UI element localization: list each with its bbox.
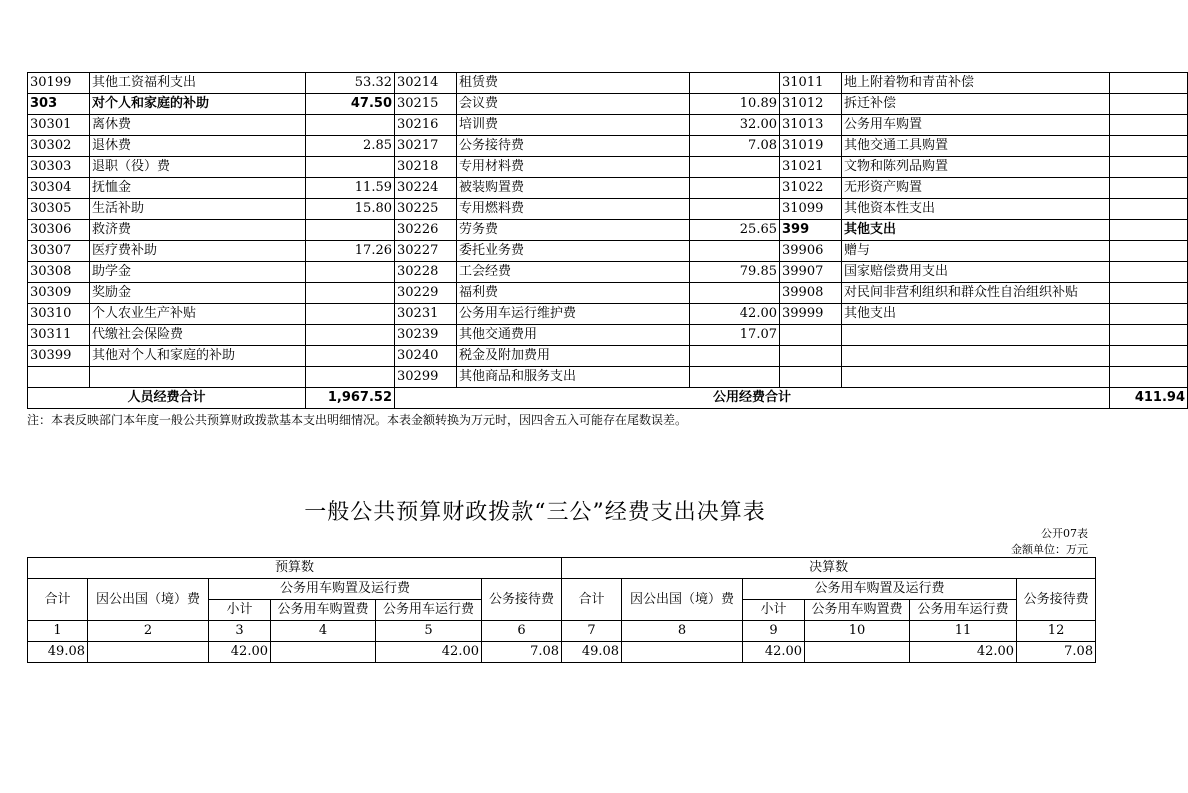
final-total-value: 49.08	[562, 642, 622, 663]
detail-cell-code-c	[780, 325, 842, 346]
detail-cell-amount-c	[1110, 241, 1188, 262]
detail-cell-item-b: 公务用车运行维护费	[457, 304, 690, 325]
detail-cell-item-b: 专用燃料费	[457, 199, 690, 220]
detail-cell-item-a: 其他对个人和家庭的补助	[90, 346, 306, 367]
final-total-header: 合计	[562, 579, 622, 621]
detail-row	[28, 115, 1188, 136]
detail-cell-item-b: 税金及附加费用	[457, 346, 690, 367]
detail-cell-amount-a: 17.26	[306, 241, 395, 262]
detail-cell-code-a: 30301	[28, 115, 90, 136]
detail-cell-code-c	[780, 367, 842, 388]
detail-cell-amount-a	[306, 346, 395, 367]
detail-cell-item-b: 被装购置费	[457, 178, 690, 199]
detail-cell-amount-a	[306, 262, 395, 283]
detail-cell-amount-a: 15.80	[306, 199, 395, 220]
detail-cell-code-b: 30224	[395, 178, 457, 199]
group-header-row	[28, 558, 1096, 579]
detail-row	[28, 73, 1188, 94]
detail-cell-code-c: 39906	[780, 241, 842, 262]
final-operation-header: 公务用车运行费	[910, 600, 1017, 621]
detail-cell-amount-c	[1110, 136, 1188, 157]
final-reception-value: 7.08	[1017, 642, 1096, 663]
detail-cell-code-b: 30225	[395, 199, 457, 220]
detail-cell-code-a: 30308	[28, 262, 90, 283]
basic-expense-detail-table	[27, 72, 1188, 409]
detail-cell-item-c: 其他支出	[842, 220, 1110, 241]
detail-cell-item-a: 抚恤金	[90, 178, 306, 199]
detail-row	[28, 199, 1188, 220]
detail-row	[28, 325, 1188, 346]
detail-cell-code-a: 30199	[28, 73, 90, 94]
detail-cell-code-a: 30305	[28, 199, 90, 220]
final-operation-value: 42.00	[910, 642, 1017, 663]
detail-cell-item-b: 公务接待费	[457, 136, 690, 157]
detail-cell-item-b: 工会经费	[457, 262, 690, 283]
detail-cell-amount-a: 47.50	[306, 94, 395, 115]
col-number: 7	[562, 621, 622, 642]
detail-cell-amount-b: 7.08	[690, 136, 780, 157]
detail-cell-amount-b	[690, 73, 780, 94]
detail-cell-item-c	[842, 325, 1110, 346]
detail-cell-amount-a	[306, 325, 395, 346]
detail-cell-amount-b: 17.07	[690, 325, 780, 346]
detail-cell-amount-a	[306, 283, 395, 304]
budget-operation-value: 42.00	[376, 642, 482, 663]
detail-row	[28, 262, 1188, 283]
detail-cell-item-c	[842, 367, 1110, 388]
detail-cell-code-a: 30310	[28, 304, 90, 325]
totals-row	[28, 388, 1188, 409]
detail-cell-item-b: 劳务费	[457, 220, 690, 241]
detail-cell-code-b: 30214	[395, 73, 457, 94]
detail-cell-code-a: 30399	[28, 346, 90, 367]
detail-cell-item-b: 培训费	[457, 115, 690, 136]
detail-cell-item-c: 地上附着物和青苗补偿	[842, 73, 1110, 94]
budget-abroad-value	[88, 642, 209, 663]
detail-row	[28, 178, 1188, 199]
header-row-1	[28, 579, 1096, 600]
detail-cell-code-a: 30306	[28, 220, 90, 241]
detail-cell-code-c	[780, 346, 842, 367]
detail-cell-code-b: 30299	[395, 367, 457, 388]
col-number: 2	[88, 621, 209, 642]
col-number: 3	[209, 621, 271, 642]
final-subtotal-value: 42.00	[743, 642, 805, 663]
final-purchase-header: 公务用车购置费	[805, 600, 910, 621]
detail-cell-code-a: 303	[28, 94, 90, 115]
final-abroad-header: 因公出国（境）费	[622, 579, 743, 621]
detail-cell-amount-b: 79.85	[690, 262, 780, 283]
detail-cell-item-c	[842, 346, 1110, 367]
public-total-label: 公用经费合计	[395, 388, 1110, 409]
detail-cell-code-b: 30231	[395, 304, 457, 325]
detail-cell-amount-c	[1110, 73, 1188, 94]
detail-row	[28, 136, 1188, 157]
detail-cell-code-c: 31022	[780, 178, 842, 199]
detail-cell-amount-c	[1110, 304, 1188, 325]
detail-cell-code-c: 31013	[780, 115, 842, 136]
detail-cell-amount-a	[306, 304, 395, 325]
detail-cell-item-a: 退职（役）费	[90, 157, 306, 178]
detail-cell-item-a: 对个人和家庭的补助	[90, 94, 306, 115]
detail-cell-amount-a	[306, 115, 395, 136]
detail-cell-item-a: 医疗费补助	[90, 241, 306, 262]
detail-cell-item-c: 文物和陈列品购置	[842, 157, 1110, 178]
detail-row	[28, 367, 1188, 388]
budget-subtotal-header: 小计	[209, 600, 271, 621]
detail-cell-item-c: 无形资产购置	[842, 178, 1110, 199]
detail-cell-code-a: 30307	[28, 241, 90, 262]
detail-cell-amount-c	[1110, 346, 1188, 367]
final-reception-header: 公务接待费	[1017, 579, 1096, 621]
detail-cell-item-b: 其他交通费用	[457, 325, 690, 346]
budget-total-header: 合计	[28, 579, 88, 621]
detail-cell-item-b: 会议费	[457, 94, 690, 115]
detail-cell-item-a: 代缴社会保险费	[90, 325, 306, 346]
detail-cell-item-a	[90, 367, 306, 388]
column-number-row	[28, 621, 1096, 642]
detail-cell-amount-c	[1110, 178, 1188, 199]
detail-row	[28, 283, 1188, 304]
budget-abroad-header: 因公出国（境）费	[88, 579, 209, 621]
page-title: 一般公共预算财政拨款“三公”经费支出决算表	[304, 500, 766, 525]
detail-cell-code-c: 31011	[780, 73, 842, 94]
col-number: 1	[28, 621, 88, 642]
detail-cell-code-a: 30304	[28, 178, 90, 199]
detail-cell-amount-c	[1110, 325, 1188, 346]
detail-cell-code-c: 39908	[780, 283, 842, 304]
detail-cell-code-c: 31099	[780, 199, 842, 220]
detail-cell-item-a: 生活补助	[90, 199, 306, 220]
detail-cell-amount-c	[1110, 220, 1188, 241]
detail-cell-code-b: 30240	[395, 346, 457, 367]
personnel-total-label: 人员经费合计	[28, 388, 306, 409]
final-subtotal-header: 小计	[743, 600, 805, 621]
detail-cell-item-a: 个人农业生产补贴	[90, 304, 306, 325]
detail-cell-item-a: 救济费	[90, 220, 306, 241]
detail-cell-code-b: 30226	[395, 220, 457, 241]
detail-cell-amount-c	[1110, 157, 1188, 178]
col-number: 8	[622, 621, 743, 642]
detail-cell-amount-a	[306, 220, 395, 241]
detail-cell-amount-b	[690, 241, 780, 262]
unit-label: 金额单位：万元	[1011, 543, 1088, 556]
detail-cell-code-b: 30215	[395, 94, 457, 115]
col-number: 4	[271, 621, 376, 642]
detail-cell-code-c: 399	[780, 220, 842, 241]
detail-cell-amount-b: 32.00	[690, 115, 780, 136]
budget-purchase-header: 公务用车购置费	[271, 600, 376, 621]
detail-row	[28, 220, 1188, 241]
detail-cell-code-c: 31012	[780, 94, 842, 115]
detail-cell-code-b: 30239	[395, 325, 457, 346]
detail-cell-amount-b	[690, 199, 780, 220]
public-total-value: 411.94	[1110, 388, 1188, 409]
detail-cell-amount-a: 2.85	[306, 136, 395, 157]
detail-cell-amount-a	[306, 367, 395, 388]
detail-cell-amount-b	[690, 283, 780, 304]
detail-cell-amount-b	[690, 178, 780, 199]
detail-cell-amount-b: 42.00	[690, 304, 780, 325]
detail-row	[28, 346, 1188, 367]
final-purchase-value	[805, 642, 910, 663]
personnel-total-value: 1,967.52	[306, 388, 395, 409]
detail-row	[28, 241, 1188, 262]
col-number: 10	[805, 621, 910, 642]
col-number: 11	[910, 621, 1017, 642]
detail-cell-amount-b	[690, 346, 780, 367]
detail-cell-code-a: 30303	[28, 157, 90, 178]
detail-cell-item-a: 其他工资福利支出	[90, 73, 306, 94]
detail-cell-amount-b: 25.65	[690, 220, 780, 241]
detail-cell-code-c: 31021	[780, 157, 842, 178]
detail-cell-code-b: 30217	[395, 136, 457, 157]
col-number: 9	[743, 621, 805, 642]
detail-cell-item-c: 国家赔偿费用支出	[842, 262, 1110, 283]
budget-purchase-value	[271, 642, 376, 663]
detail-cell-amount-c	[1110, 367, 1188, 388]
detail-cell-code-b: 30227	[395, 241, 457, 262]
detail-cell-item-c: 对民间非营利组织和群众性自治组织补贴	[842, 283, 1110, 304]
detail-row	[28, 157, 1188, 178]
detail-cell-code-a: 30302	[28, 136, 90, 157]
detail-cell-item-c: 其他资本性支出	[842, 199, 1110, 220]
detail-cell-item-c: 公务用车购置	[842, 115, 1110, 136]
detail-cell-item-b: 福利费	[457, 283, 690, 304]
col-number: 12	[1017, 621, 1096, 642]
detail-cell-item-a: 助学金	[90, 262, 306, 283]
detail-cell-amount-b: 10.89	[690, 94, 780, 115]
budget-reception-value: 7.08	[482, 642, 562, 663]
col-number: 5	[376, 621, 482, 642]
table-note: 注：本表反映部门本年度一般公共预算财政拨款基本支出明细情况。本表金额转换为万元时，因四舍五入可能存在尾数误差。	[27, 413, 688, 427]
budget-vehicle-header: 公务用车购置及运行费	[209, 579, 482, 600]
detail-cell-item-a: 奖励金	[90, 283, 306, 304]
detail-cell-item-c: 赠与	[842, 241, 1110, 262]
detail-cell-amount-c	[1110, 115, 1188, 136]
value-row	[28, 642, 1096, 663]
detail-row	[28, 94, 1188, 115]
detail-cell-code-c: 39999	[780, 304, 842, 325]
detail-cell-item-a: 离休费	[90, 115, 306, 136]
final-abroad-value	[622, 642, 743, 663]
detail-cell-item-c: 拆迁补偿	[842, 94, 1110, 115]
detail-cell-amount-a: 53.32	[306, 73, 395, 94]
detail-cell-amount-c	[1110, 283, 1188, 304]
detail-cell-item-b: 委托业务费	[457, 241, 690, 262]
detail-cell-amount-c	[1110, 94, 1188, 115]
detail-cell-code-b: 30218	[395, 157, 457, 178]
detail-cell-amount-a	[306, 157, 395, 178]
detail-cell-code-b: 30216	[395, 115, 457, 136]
detail-cell-item-b: 租赁费	[457, 73, 690, 94]
detail-row	[28, 304, 1188, 325]
final-vehicle-header: 公务用车购置及运行费	[743, 579, 1017, 600]
detail-cell-item-b: 专用材料费	[457, 157, 690, 178]
budget-operation-header: 公务用车运行费	[376, 600, 482, 621]
detail-cell-amount-a: 11.59	[306, 178, 395, 199]
budget-subtotal-value: 42.00	[209, 642, 271, 663]
detail-cell-code-c: 31019	[780, 136, 842, 157]
detail-cell-item-b: 其他商品和服务支出	[457, 367, 690, 388]
detail-cell-code-c: 39907	[780, 262, 842, 283]
detail-cell-code-a	[28, 367, 90, 388]
budget-reception-header: 公务接待费	[482, 579, 562, 621]
budget-total-value: 49.08	[28, 642, 88, 663]
detail-cell-amount-b	[690, 367, 780, 388]
detail-cell-amount-b	[690, 157, 780, 178]
final-group-header: 决算数	[562, 558, 1096, 579]
detail-cell-amount-c	[1110, 262, 1188, 283]
sangong-expense-table	[27, 557, 1096, 663]
detail-cell-code-b: 30228	[395, 262, 457, 283]
detail-cell-item-c: 其他支出	[842, 304, 1110, 325]
detail-cell-item-a: 退休费	[90, 136, 306, 157]
detail-cell-code-b: 30229	[395, 283, 457, 304]
detail-cell-item-c: 其他交通工具购置	[842, 136, 1110, 157]
detail-cell-code-a: 30309	[28, 283, 90, 304]
detail-cell-code-a: 30311	[28, 325, 90, 346]
detail-cell-amount-c	[1110, 199, 1188, 220]
col-number: 6	[482, 621, 562, 642]
table-code: 公开07表	[1041, 527, 1088, 540]
budget-group-header: 预算数	[28, 558, 562, 579]
